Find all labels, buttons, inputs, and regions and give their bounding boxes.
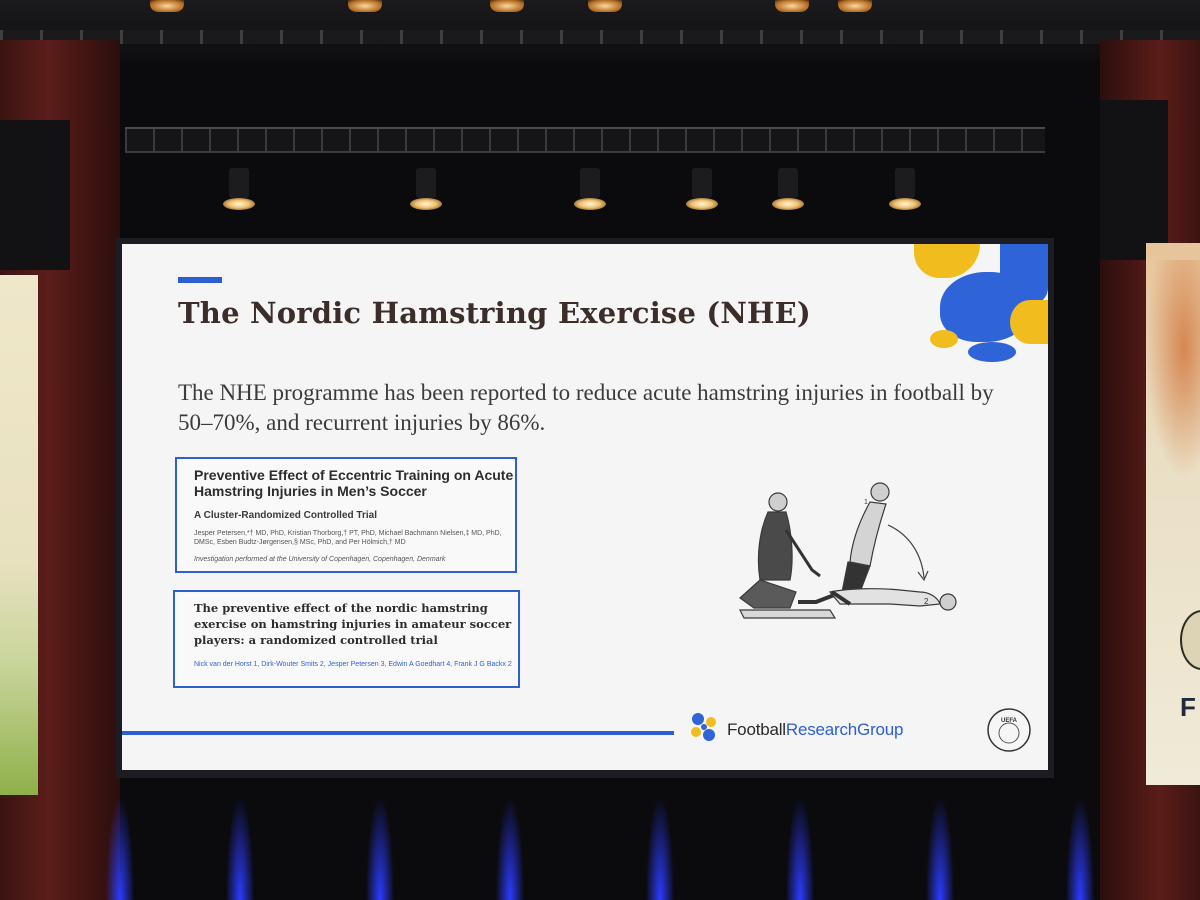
ceiling-light: [838, 0, 872, 12]
paper-citation-1: [175, 457, 517, 573]
football-research-group-logo-icon: [687, 710, 721, 744]
paper-1-affiliation: Investigation performed at the University of Copenhagen, Copenhagen, Denmark: [194, 556, 446, 563]
speaker-right: [1100, 100, 1168, 260]
ceiling-truss: [0, 30, 1200, 44]
ceiling-light: [490, 0, 524, 12]
speaker-left: [0, 120, 70, 270]
stage-spotlight: [686, 168, 718, 212]
stage-spotlight: [574, 168, 606, 212]
uefa-logo-icon: [986, 707, 1032, 753]
decor-blob-yellow: [930, 330, 958, 348]
stage-spotlight: [223, 168, 255, 212]
slide-body-text: The NHE programme has been reported to reduce acute hamstring injuries in football by 50–70%, and recurrent injuries by 86%.: [178, 380, 994, 435]
stage-spotlight: [772, 168, 804, 212]
lighting-truss: [125, 127, 1045, 153]
football-research-group-wordmark: FootballResearchGroup: [727, 720, 904, 739]
paper-citation-2: [173, 590, 520, 688]
paper-2-title: The preventive effect of the nordic hamstring exercise on hamstring injuries in amateur soccer players: a randomized controlled trial: [194, 601, 512, 647]
slide: [122, 244, 1048, 770]
stage-spotlight: [889, 168, 921, 212]
banner-letter: F: [1180, 692, 1196, 722]
decor-blob-blue: [968, 342, 1016, 362]
pose-label-1: 1: [864, 499, 868, 506]
banner-right-paint: [1146, 260, 1200, 480]
banner-left: [0, 275, 38, 795]
ceiling-light: [150, 0, 184, 12]
ceiling-light: [775, 0, 809, 12]
stage-spotlight: [410, 168, 442, 212]
title-accent-bar: [178, 277, 222, 283]
ceiling-light: [588, 0, 622, 12]
paper-1-title: Preventive Effect of Eccentric Training on Acute Hamstring Injuries in Men’s Soccer: [194, 467, 514, 499]
slide-title: The Nordic Hamstring Exercise (NHE): [178, 296, 811, 330]
paper-2-authors: Nick van der Horst 1, Dirk-Wouter Smits 2, Jesper Petersen 3, Edwin A Goedhart 4, Frank J G Backx 2: [194, 661, 512, 668]
paper-1-authors: Jesper Petersen,*† MD, PhD, Kristian Thorborg,† PT, PhD, Michael Bachmann Nielsen,‡ MD, PhD, DMSc, Esben Budtz-Jørgensen,§ MSc, PhD, and Per Hölmich,† MD: [194, 530, 502, 546]
paper-1-subtitle: A Cluster-Randomized Controlled Trial: [194, 510, 377, 521]
decor-blob-yellow: [1010, 300, 1048, 344]
nordic-exercise-illustration: [720, 480, 970, 630]
pose-label-2: 2: [924, 597, 929, 606]
uefa-logo-text: UEFA: [1000, 718, 1018, 724]
footer-divider: [122, 731, 674, 735]
ceiling-light: [348, 0, 382, 12]
stage-blue-lights: [40, 770, 1160, 900]
